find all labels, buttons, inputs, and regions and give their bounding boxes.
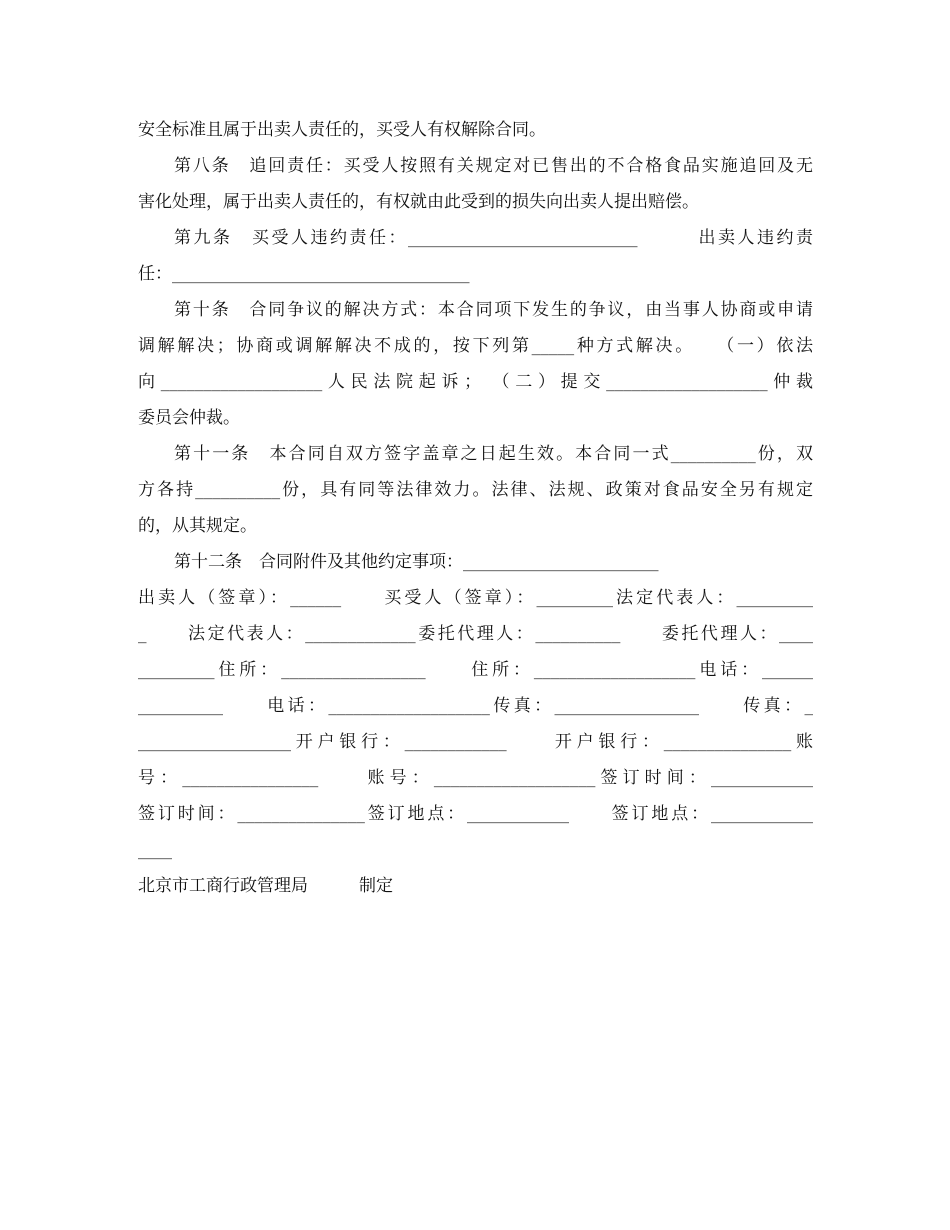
signature-line: 签订时间：_______________签订地点：____________ 签订地点：____________	[138, 804, 813, 824]
text-line: 安全标准且属于出卖人责任的，买受人有权解除合同。	[138, 120, 546, 140]
signature-line: ____	[138, 840, 172, 860]
issuer-line: 北京市工商行政管理局 制定	[138, 876, 393, 896]
article-12-line: 第十二条 合同附件及其他约定事项：_______________________	[174, 552, 659, 572]
text-line: 委员会仲裁。	[138, 408, 240, 428]
article-8-line: 第八条 追回责任：买受人按照有关规定对已售出的不合格食品实施追回及无	[174, 156, 813, 176]
signature-line: __________ 电话：___________________传真：_________________ 传真：_	[138, 696, 813, 716]
signature-line: 出卖人（签章）：______ 买受人（签章）：_________法定代表人：_________	[138, 588, 813, 608]
signature-line: __________________开户银行：____________ 开户银行：_______________账	[138, 732, 813, 752]
text-line: 的，从其规定。	[138, 516, 257, 536]
article-9-line: 第九条 买受人违约责任：___________________________ 出卖人违约责	[174, 228, 813, 248]
text-line: 方各持__________份，具有同等法律效力。法律、法规、政策对食品安全另有规定	[138, 480, 813, 500]
signature-line: 号：________________ 账号：___________________签订时间：____________	[138, 768, 813, 788]
article-11-line: 第十一条 本合同自双方签字盖章之日起生效。本合同一式__________份，双	[174, 444, 813, 464]
text-line: 调解解决；协商或调解解决不成的，按下列第_____种方式解决。 （一）依法	[138, 336, 813, 356]
signature-line: _ 法定代表人：_____________委托代理人：__________ 委托代理人：____	[138, 624, 813, 644]
text-line: 向___________________人民法院起诉； （二）提交___________________仲裁	[138, 372, 813, 392]
signature-line: _________住所：_________________ 住所：___________________电话：______	[138, 660, 813, 680]
text-line: 害化处理，属于出卖人责任的，有权就由此受到的损失向出卖人提出赔偿。	[138, 192, 699, 212]
text-line: 任：___________________________________	[138, 264, 470, 284]
article-10-line: 第十条 合同争议的解决方式：本合同项下发生的争议，由当事人协商或申请	[174, 300, 813, 320]
contract-page	[138, 112, 813, 904]
